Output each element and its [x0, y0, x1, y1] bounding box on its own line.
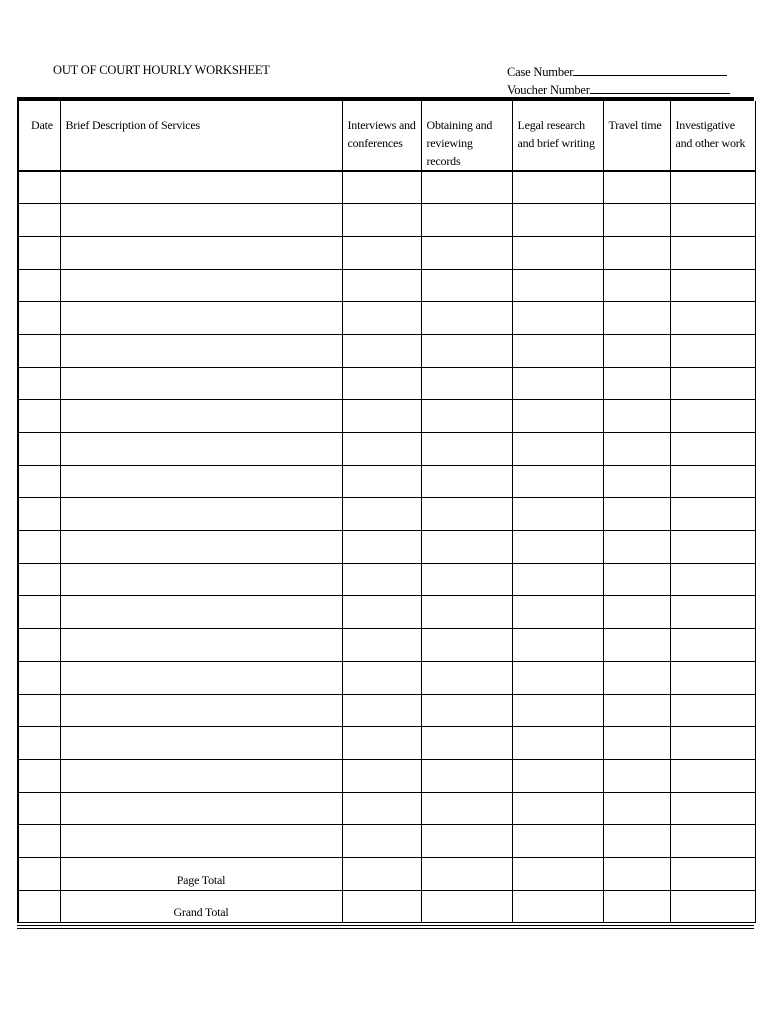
- table-row: [18, 825, 755, 858]
- header-investigative: Investigative and other work: [670, 101, 755, 171]
- date-cell[interactable]: [18, 596, 60, 629]
- investigative-cell[interactable]: [670, 269, 755, 302]
- research-cell[interactable]: [512, 400, 603, 433]
- research-cell[interactable]: [512, 792, 603, 825]
- table-row: [18, 694, 755, 727]
- description-cell[interactable]: [60, 694, 342, 727]
- interviews-cell[interactable]: [342, 204, 421, 237]
- date-cell[interactable]: [18, 531, 60, 564]
- travel-cell[interactable]: [603, 759, 670, 792]
- records-cell[interactable]: [421, 531, 512, 564]
- description-cell[interactable]: [60, 302, 342, 335]
- research-cell[interactable]: [512, 367, 603, 400]
- travel-cell[interactable]: [603, 171, 670, 204]
- travel-cell[interactable]: [603, 400, 670, 433]
- table-row: [18, 661, 755, 694]
- description-cell[interactable]: [60, 531, 342, 564]
- investigative-cell[interactable]: [670, 334, 755, 367]
- interviews-cell[interactable]: [342, 694, 421, 727]
- date-cell[interactable]: [18, 661, 60, 694]
- table-row: [18, 596, 755, 629]
- description-cell[interactable]: [60, 400, 342, 433]
- grand-total-date-cell[interactable]: [18, 890, 60, 923]
- research-cell[interactable]: [512, 498, 603, 531]
- travel-cell[interactable]: [603, 367, 670, 400]
- date-cell[interactable]: [18, 269, 60, 302]
- interviews-cell[interactable]: [342, 465, 421, 498]
- travel-cell[interactable]: [603, 498, 670, 531]
- travel-cell[interactable]: [603, 661, 670, 694]
- date-cell[interactable]: [18, 334, 60, 367]
- date-cell[interactable]: [18, 204, 60, 237]
- travel-cell[interactable]: [603, 727, 670, 760]
- records-cell[interactable]: [421, 661, 512, 694]
- interviews-cell[interactable]: [342, 236, 421, 269]
- interviews-cell[interactable]: [342, 498, 421, 531]
- form-title: OUT OF COURT HOURLY WORKSHEET: [53, 62, 270, 78]
- research-cell[interactable]: [512, 563, 603, 596]
- research-cell[interactable]: [512, 465, 603, 498]
- records-cell[interactable]: [421, 433, 512, 466]
- records-cell[interactable]: [421, 727, 512, 760]
- header-research: Legal research and brief writing: [512, 101, 603, 171]
- table-row: [18, 204, 755, 237]
- description-cell[interactable]: [60, 629, 342, 662]
- description-cell[interactable]: [60, 596, 342, 629]
- header-records: Obtaining and reviewing records: [421, 101, 512, 171]
- research-cell[interactable]: [512, 334, 603, 367]
- investigative-cell[interactable]: [670, 465, 755, 498]
- investigative-cell[interactable]: [670, 302, 755, 335]
- date-cell[interactable]: [18, 367, 60, 400]
- investigative-cell[interactable]: [670, 694, 755, 727]
- investigative-cell[interactable]: [670, 433, 755, 466]
- investigative-cell[interactable]: [670, 531, 755, 564]
- description-cell[interactable]: [60, 334, 342, 367]
- interviews-cell[interactable]: [342, 792, 421, 825]
- interviews-cell[interactable]: [342, 596, 421, 629]
- research-cell[interactable]: [512, 694, 603, 727]
- research-cell[interactable]: [512, 269, 603, 302]
- records-cell[interactable]: [421, 596, 512, 629]
- investigative-cell[interactable]: [670, 825, 755, 858]
- description-cell[interactable]: [60, 269, 342, 302]
- description-cell[interactable]: [60, 825, 342, 858]
- voucher-number-blank[interactable]: [590, 81, 730, 94]
- grand-total-investigative-cell[interactable]: [670, 890, 755, 923]
- investigative-cell[interactable]: [670, 759, 755, 792]
- header-interviews: Interviews and conferences: [342, 101, 421, 171]
- date-cell[interactable]: [18, 825, 60, 858]
- table-row: [18, 236, 755, 269]
- description-cell[interactable]: [60, 433, 342, 466]
- date-cell[interactable]: [18, 171, 60, 204]
- table-body: [18, 171, 755, 923]
- travel-cell[interactable]: [603, 334, 670, 367]
- case-number-label: Case Number: [507, 65, 574, 79]
- interviews-cell[interactable]: [342, 661, 421, 694]
- date-cell[interactable]: [18, 759, 60, 792]
- records-cell[interactable]: [421, 302, 512, 335]
- research-cell[interactable]: [512, 236, 603, 269]
- description-cell[interactable]: [60, 727, 342, 760]
- description-cell[interactable]: [60, 498, 342, 531]
- table-row: [18, 367, 755, 400]
- investigative-cell[interactable]: [670, 236, 755, 269]
- table-row: [18, 531, 755, 564]
- travel-cell[interactable]: [603, 269, 670, 302]
- hours-table-wrapper: [17, 97, 754, 929]
- table-row: [18, 498, 755, 531]
- page-total-research-cell[interactable]: [512, 857, 603, 890]
- date-cell[interactable]: [18, 694, 60, 727]
- page-total-travel-cell[interactable]: [603, 857, 670, 890]
- investigative-cell[interactable]: [670, 661, 755, 694]
- bottom-double-rule: [17, 925, 754, 929]
- case-number-blank[interactable]: [573, 63, 727, 76]
- interviews-cell[interactable]: [342, 367, 421, 400]
- records-cell[interactable]: [421, 334, 512, 367]
- travel-cell[interactable]: [603, 596, 670, 629]
- description-cell[interactable]: [60, 792, 342, 825]
- records-cell[interactable]: [421, 792, 512, 825]
- travel-cell[interactable]: [603, 236, 670, 269]
- description-cell[interactable]: [60, 661, 342, 694]
- investigative-cell[interactable]: [670, 367, 755, 400]
- header-row: [18, 101, 755, 171]
- grand-total-records-cell[interactable]: [421, 890, 512, 923]
- table-row: [18, 465, 755, 498]
- records-cell[interactable]: [421, 759, 512, 792]
- records-cell[interactable]: [421, 367, 512, 400]
- interviews-cell[interactable]: [342, 302, 421, 335]
- voucher-number-field[interactable]: [507, 81, 730, 98]
- date-cell[interactable]: [18, 498, 60, 531]
- page-total-label: Page Total: [60, 857, 342, 890]
- date-cell[interactable]: [18, 727, 60, 760]
- description-cell[interactable]: [60, 465, 342, 498]
- travel-cell[interactable]: [603, 563, 670, 596]
- interviews-cell[interactable]: [342, 433, 421, 466]
- date-cell[interactable]: [18, 792, 60, 825]
- grand-total-row: [18, 890, 755, 923]
- page-total-interviews-cell[interactable]: [342, 857, 421, 890]
- date-cell[interactable]: [18, 563, 60, 596]
- page-total-row: [18, 857, 755, 890]
- interviews-cell[interactable]: [342, 334, 421, 367]
- date-cell[interactable]: [18, 465, 60, 498]
- records-cell[interactable]: [421, 498, 512, 531]
- investigative-cell[interactable]: [670, 498, 755, 531]
- research-cell[interactable]: [512, 661, 603, 694]
- description-cell[interactable]: [60, 236, 342, 269]
- table-row: [18, 433, 755, 466]
- research-cell[interactable]: [512, 727, 603, 760]
- header-date: Date: [18, 101, 60, 171]
- table-row: [18, 629, 755, 662]
- records-cell[interactable]: [421, 269, 512, 302]
- grand-total-travel-cell[interactable]: [603, 890, 670, 923]
- interviews-cell[interactable]: [342, 629, 421, 662]
- investigative-cell[interactable]: [670, 792, 755, 825]
- date-cell[interactable]: [18, 400, 60, 433]
- interviews-cell[interactable]: [342, 400, 421, 433]
- table-row: [18, 171, 755, 204]
- page-total-date-cell[interactable]: [18, 857, 60, 890]
- records-cell[interactable]: [421, 694, 512, 727]
- records-cell[interactable]: [421, 563, 512, 596]
- date-cell[interactable]: [18, 236, 60, 269]
- research-cell[interactable]: [512, 204, 603, 237]
- investigative-cell[interactable]: [670, 563, 755, 596]
- investigative-cell[interactable]: [670, 204, 755, 237]
- voucher-number-label: Voucher Number: [507, 83, 590, 97]
- interviews-cell[interactable]: [342, 563, 421, 596]
- grand-total-interviews-cell[interactable]: [342, 890, 421, 923]
- investigative-cell[interactable]: [670, 400, 755, 433]
- records-cell[interactable]: [421, 400, 512, 433]
- interviews-cell[interactable]: [342, 759, 421, 792]
- table-row: [18, 563, 755, 596]
- description-cell[interactable]: [60, 367, 342, 400]
- interviews-cell[interactable]: [342, 171, 421, 204]
- travel-cell[interactable]: [603, 302, 670, 335]
- case-number-field[interactable]: [507, 63, 727, 80]
- investigative-cell[interactable]: [670, 596, 755, 629]
- research-cell[interactable]: [512, 531, 603, 564]
- travel-cell[interactable]: [603, 531, 670, 564]
- description-cell[interactable]: [60, 759, 342, 792]
- research-cell[interactable]: [512, 171, 603, 204]
- interviews-cell[interactable]: [342, 825, 421, 858]
- investigative-cell[interactable]: [670, 171, 755, 204]
- research-cell[interactable]: [512, 596, 603, 629]
- table-row: [18, 759, 755, 792]
- description-cell[interactable]: [60, 204, 342, 237]
- page-total-investigative-cell[interactable]: [670, 857, 755, 890]
- table-row: [18, 269, 755, 302]
- travel-cell[interactable]: [603, 433, 670, 466]
- page-total-records-cell[interactable]: [421, 857, 512, 890]
- table-row: [18, 334, 755, 367]
- records-cell[interactable]: [421, 204, 512, 237]
- date-cell[interactable]: [18, 433, 60, 466]
- research-cell[interactable]: [512, 825, 603, 858]
- records-cell[interactable]: [421, 236, 512, 269]
- hours-table: [17, 101, 756, 923]
- travel-cell[interactable]: [603, 825, 670, 858]
- date-cell[interactable]: [18, 629, 60, 662]
- records-cell[interactable]: [421, 629, 512, 662]
- interviews-cell[interactable]: [342, 727, 421, 760]
- table-row: [18, 792, 755, 825]
- interviews-cell[interactable]: [342, 269, 421, 302]
- header-travel: Travel time: [603, 101, 670, 171]
- table-row: [18, 727, 755, 760]
- table-row: [18, 400, 755, 433]
- description-cell[interactable]: [60, 171, 342, 204]
- travel-cell[interactable]: [603, 629, 670, 662]
- grand-total-label: Grand Total: [60, 890, 342, 923]
- grand-total-research-cell[interactable]: [512, 890, 603, 923]
- investigative-cell[interactable]: [670, 629, 755, 662]
- travel-cell[interactable]: [603, 465, 670, 498]
- interviews-cell[interactable]: [342, 531, 421, 564]
- header-description: Brief Description of Services: [60, 101, 342, 171]
- date-cell[interactable]: [18, 302, 60, 335]
- records-cell[interactable]: [421, 825, 512, 858]
- records-cell[interactable]: [421, 465, 512, 498]
- travel-cell[interactable]: [603, 204, 670, 237]
- research-cell[interactable]: [512, 433, 603, 466]
- research-cell[interactable]: [512, 759, 603, 792]
- travel-cell[interactable]: [603, 694, 670, 727]
- travel-cell[interactable]: [603, 792, 670, 825]
- records-cell[interactable]: [421, 171, 512, 204]
- research-cell[interactable]: [512, 629, 603, 662]
- description-cell[interactable]: [60, 563, 342, 596]
- research-cell[interactable]: [512, 302, 603, 335]
- table-row: [18, 302, 755, 335]
- investigative-cell[interactable]: [670, 727, 755, 760]
